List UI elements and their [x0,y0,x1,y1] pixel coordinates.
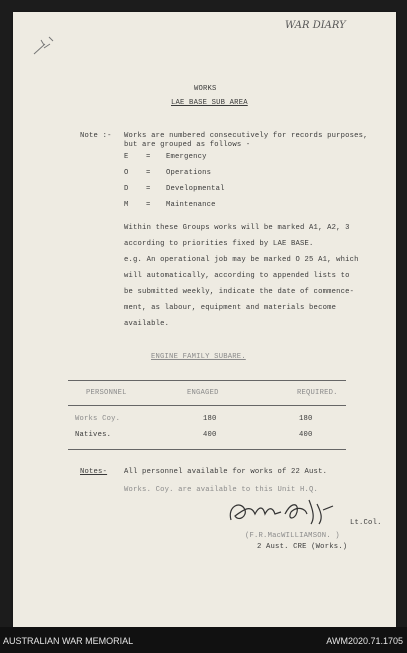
paragraph-line: available. [124,320,170,328]
column-header: ENGAGED [187,389,219,397]
signature-unit: 2 Aust. CRE (Works.) [257,543,348,551]
paragraph-line: will automatically, according to appended lists to [124,272,350,280]
signature-rank: Lt.Col. [350,519,382,527]
doc-title: WORKS [194,85,217,93]
paragraph-line: Within these Groups works will be marked A1, A2, 3 [124,224,350,232]
signature [225,494,345,528]
group-code: E [124,153,129,161]
paragraph-line: ment, as labour, equipment and materials become [124,304,337,312]
table-cell: 400 [203,431,217,439]
document-page [13,12,396,627]
paragraph-line: e.g. An operational job may be marked O 25 A1, which [124,256,359,264]
group-name: Developmental [166,185,225,193]
group-name: Emergency [166,153,207,161]
table-cell: 180 [299,415,313,423]
group-name: Operations [166,169,212,177]
notes-label: Notes- [80,468,108,476]
table-cell: 400 [299,431,313,439]
doc-subtitle: LAE BASE SUB AREA [171,99,248,107]
table-cell: Natives. [75,431,112,439]
footer-bar [0,627,407,653]
group-code: D [124,185,129,193]
table-heading: ENGINE FAMILY SUBARE. [151,353,246,361]
table-rule-bottom [68,449,346,450]
group-eq: = [146,169,151,177]
signature-name: (F.R.MacWILLIAMSON. ) [245,532,340,540]
paragraph-line: be submitted weekly, indicate the date of commence- [124,288,355,296]
footer-right-text: AWM2020.71.1705 [326,636,403,646]
column-header: PERSONNEL [86,389,127,397]
table-cell: 180 [203,415,217,423]
group-eq: = [146,201,151,209]
note-label: Note :- [80,132,112,140]
notes-line-2: Works. Coy. are available to this Unit H.Q. [124,486,319,494]
table-rule-mid [68,405,346,406]
group-name: Maintenance [166,201,216,209]
group-code: O [124,169,129,177]
group-eq: = [146,153,151,161]
paragraph-line: according to priorities fixed by LAE BASE. [124,240,314,248]
note-line-2: but are grouped as follows - [124,141,251,149]
notes-line-1: All personnel available for works of 22 Aust. [124,468,328,476]
footer-left-text: AUSTRALIAN WAR MEMORIAL [3,636,134,646]
note-line-1: Works are numbered consecutively for records purposes, [124,132,368,140]
group-code: M [124,201,129,209]
table-cell: Works Coy. [75,415,121,423]
handwritten-mark [31,34,61,58]
column-header: REQUIRED. [297,389,338,397]
group-eq: = [146,185,151,193]
table-rule-top [68,380,346,381]
war-diary-stamp: WAR DIARY [285,20,346,31]
